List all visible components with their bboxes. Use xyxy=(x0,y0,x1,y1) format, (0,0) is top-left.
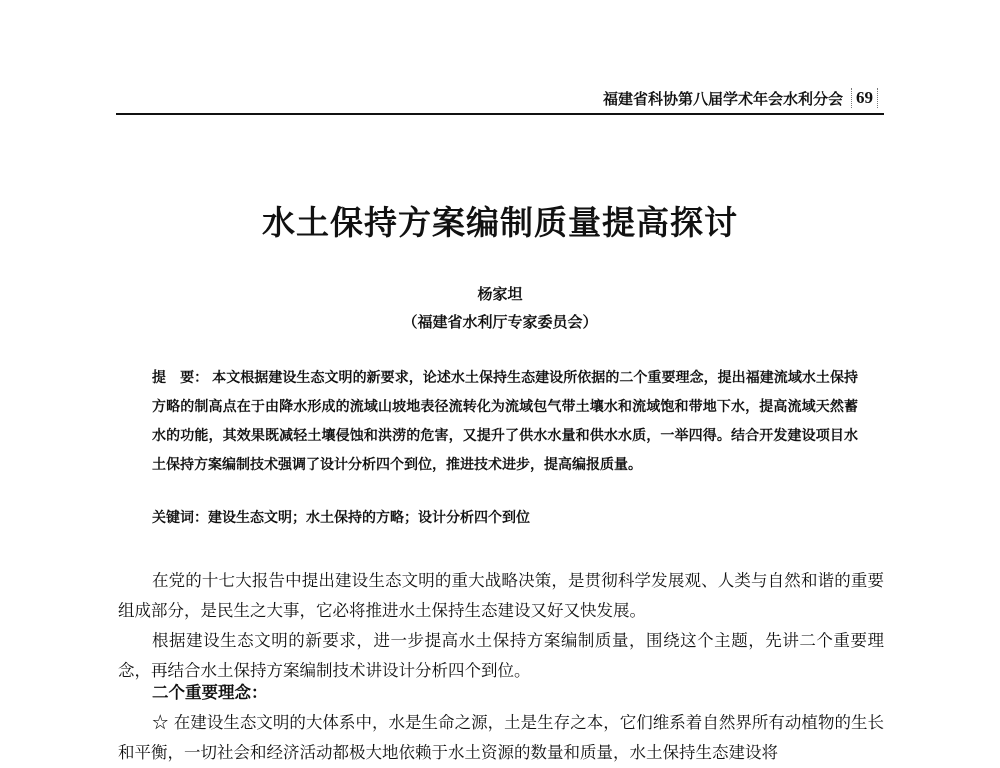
keywords-text: 建设生态文明；水土保持的方略；设计分析四个到位 xyxy=(208,510,530,526)
running-title: 福建省科协第八届学术年会水利分会 xyxy=(602,89,843,108)
abstract-label: 提 要： xyxy=(152,370,209,386)
page-number: 69 xyxy=(851,88,878,108)
keywords-label: 关键词： xyxy=(152,510,208,526)
paper-title: 水土保持方案编制质量提高探讨 xyxy=(262,203,738,242)
section-heading: 二个重要理念： xyxy=(152,683,268,702)
abstract xyxy=(152,364,858,480)
body-paragraph-3: ☆ 在建设生态文明的大体系中，水是生命之源，土是生存之本，它们维系着自然界所有动植物的生长和平衡，一切社会和经济活动都极大地依赖于水土资源的数量和质量，水土保持生态建设将 xyxy=(118,713,884,762)
keywords xyxy=(152,508,858,528)
header-rule xyxy=(116,113,884,115)
body-paragraph-1: 在党的十七大报告中提出建设生态文明的重大战略决策，是贯彻科学发展观、人类与自然和谐的重要组成部分，是民生之大事，它必将推进水土保持生态建设又好又快发展。 xyxy=(118,571,884,620)
running-header xyxy=(560,86,878,110)
body-paragraph-2: 根据建设生态文明的新要求，进一步提高水土保持方案编制质量，围绕这个主题，先讲二个重要理念，再结合水土保持方案编制技术讲设计分析四个到位。 xyxy=(118,631,884,680)
author-name: 杨家坦 xyxy=(477,285,523,303)
abstract-text: 本文根据建设生态文明的新要求，论述水土保持生态建设所依据的二个重要理念，提出福建流域水土保持方略的制高点在于由降水形成的流域山坡地表径流转化为流域包气带土壤水和流域饱和带地下水，提高流域天然蓄水的功能，其效果既减轻土壤侵蚀和洪涝的危害，又提升了供水水量和供水水质，一举四得。结合开发建设项目水土保持方案编制技术强调了设计分析四个到位，推进技术进步，提高编报质量。 xyxy=(152,370,859,473)
author-affiliation: （福建省水利厅专家委员会） xyxy=(402,313,598,331)
